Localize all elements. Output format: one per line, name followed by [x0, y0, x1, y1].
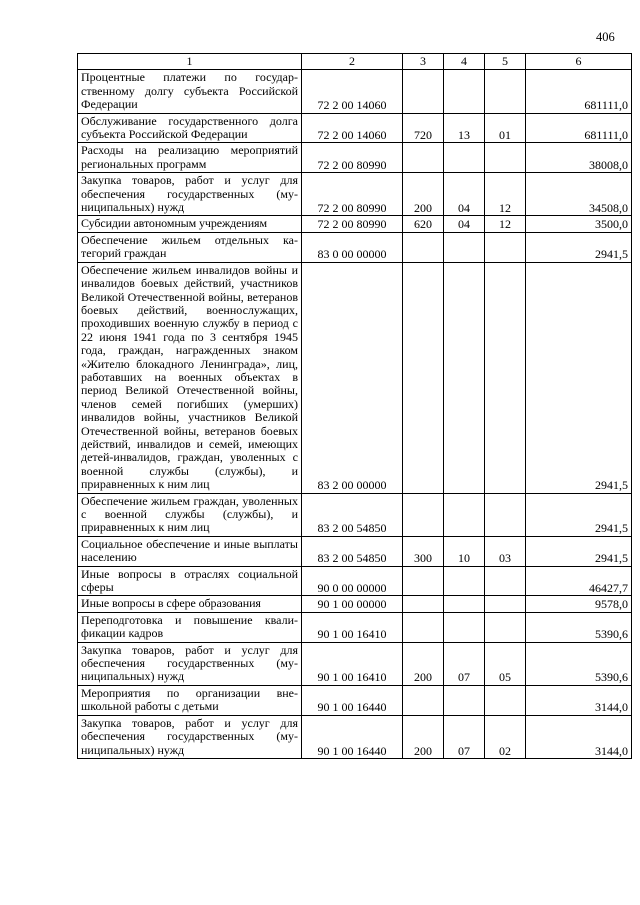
row-amount: 681111,0 [526, 70, 632, 113]
row-code: 72 2 00 80990 [302, 173, 403, 216]
row-name: Закупка товаров, работ и услуг для обеспечения государственных (муниципальных) нужд [78, 642, 302, 685]
row-amount: 681111,0 [526, 113, 632, 143]
header-col-4: 4 [444, 54, 485, 70]
row-code: 90 1 00 16410 [302, 612, 403, 642]
row-amount: 2941,5 [526, 232, 632, 262]
table-row [78, 113, 632, 143]
row-vr: 300 [403, 536, 444, 566]
row-rz [444, 143, 485, 173]
table-row [78, 262, 632, 493]
row-vr [403, 232, 444, 262]
row-name: Обслуживание государственного долга субъекта Российской Федерации [78, 113, 302, 143]
row-rz [444, 596, 485, 612]
row-rz [444, 566, 485, 596]
row-vr [403, 596, 444, 612]
header-col-5: 5 [485, 54, 526, 70]
row-name: Обеспечение жильем граждан, уволенных с военной службы (службы), и приравненных к ним лиц [78, 493, 302, 536]
table-row [78, 70, 632, 113]
row-amount: 2941,5 [526, 536, 632, 566]
row-pr [485, 143, 526, 173]
row-rz: 04 [444, 216, 485, 232]
row-amount: 3144,0 [526, 685, 632, 715]
row-amount: 5390,6 [526, 642, 632, 685]
row-vr [403, 566, 444, 596]
row-amount: 2941,5 [526, 262, 632, 493]
row-code: 83 2 00 00000 [302, 262, 403, 493]
row-rz [444, 493, 485, 536]
row-rz [444, 262, 485, 493]
row-name: Иные вопросы в отраслях социальной сферы [78, 566, 302, 596]
row-vr [403, 70, 444, 113]
row-pr: 01 [485, 113, 526, 143]
row-code: 90 1 00 00000 [302, 596, 403, 612]
row-pr [485, 596, 526, 612]
table-row [78, 143, 632, 173]
row-name: Закупка товаров, работ и услуг для обеспечения государственных (муниципальных) нужд [78, 715, 302, 758]
row-vr [403, 685, 444, 715]
row-pr [485, 566, 526, 596]
row-amount: 3500,0 [526, 216, 632, 232]
row-amount: 34508,0 [526, 173, 632, 216]
row-rz: 07 [444, 642, 485, 685]
row-name: Иные вопросы в сфере образования [78, 596, 302, 612]
row-vr [403, 143, 444, 173]
row-pr [485, 70, 526, 113]
row-rz: 13 [444, 113, 485, 143]
row-name: Обеспечение жильем отдельных категорий граждан [78, 232, 302, 262]
row-vr [403, 262, 444, 493]
row-name: Субсидии автономным учреждениям [78, 216, 302, 232]
row-code: 90 1 00 16440 [302, 685, 403, 715]
table-row [78, 715, 632, 758]
table-row [78, 536, 632, 566]
row-code: 72 2 00 14060 [302, 113, 403, 143]
row-code: 90 0 00 00000 [302, 566, 403, 596]
row-pr [485, 262, 526, 493]
page-number: 406 [596, 30, 615, 44]
row-code: 83 2 00 54850 [302, 493, 403, 536]
row-name: Закупка товаров, работ и услуг для обеспечения государственных (муниципальных) нужд [78, 173, 302, 216]
table-row [78, 173, 632, 216]
row-pr: 12 [485, 216, 526, 232]
table-row [78, 216, 632, 232]
row-code: 83 2 00 54850 [302, 536, 403, 566]
table-row [78, 685, 632, 715]
row-amount: 2941,5 [526, 493, 632, 536]
header-col-3: 3 [403, 54, 444, 70]
row-pr [485, 612, 526, 642]
row-rz: 10 [444, 536, 485, 566]
row-code: 72 2 00 80990 [302, 143, 403, 173]
row-name: Социальное обеспечение и иные выплаты населению [78, 536, 302, 566]
row-name: Мероприятия по организации внешкольной работы с детьми [78, 685, 302, 715]
row-vr: 200 [403, 173, 444, 216]
table-row [78, 612, 632, 642]
row-rz: 07 [444, 715, 485, 758]
row-pr [485, 493, 526, 536]
row-pr: 02 [485, 715, 526, 758]
row-amount: 46427,7 [526, 566, 632, 596]
row-vr: 720 [403, 113, 444, 143]
row-code: 72 2 00 80990 [302, 216, 403, 232]
table-row [78, 566, 632, 596]
row-vr [403, 612, 444, 642]
table-row [78, 232, 632, 262]
row-code: 90 1 00 16410 [302, 642, 403, 685]
row-amount: 3144,0 [526, 715, 632, 758]
row-rz [444, 685, 485, 715]
header-col-2: 2 [302, 54, 403, 70]
row-code: 90 1 00 16440 [302, 715, 403, 758]
row-rz: 04 [444, 173, 485, 216]
row-rz [444, 232, 485, 262]
row-rz [444, 70, 485, 113]
table-row [78, 493, 632, 536]
row-amount: 9578,0 [526, 596, 632, 612]
row-amount: 5390,6 [526, 612, 632, 642]
row-vr: 200 [403, 642, 444, 685]
row-name: Расходы на реализацию мероприятий региональных программ [78, 143, 302, 173]
row-pr: 05 [485, 642, 526, 685]
row-amount: 38008,0 [526, 143, 632, 173]
row-name: Обеспечение жильем инвалидов войны и инвалидов боевых действий, участников Великой Отечественной войны, ветеранов боевых действий, военнослужащих, проходивших военную службу в период с 22 июня 1941 года по 3 сентября 1945 года, граждан, награжденных знаком «Жителю блокадного Ленинграда», лиц, работавших на военных объектах в период Великой Отечественной войны, членов семей погибших (умерших) инвалидов войны, участников Великой Отечественной войны, ветеранов боевых действий, инвалидов и семей, имеющих детей-инвалидов, граждан, уволенных с военной службы (службы), и приравненных к ним лиц [78, 262, 302, 493]
row-pr [485, 685, 526, 715]
row-pr [485, 232, 526, 262]
row-pr: 03 [485, 536, 526, 566]
row-code: 72 2 00 14060 [302, 70, 403, 113]
row-vr [403, 493, 444, 536]
row-name: Переподготовка и повышение квалификации кадров [78, 612, 302, 642]
header-col-6: 6 [526, 54, 632, 70]
header-row [78, 54, 632, 70]
header-col-1: 1 [78, 54, 302, 70]
row-pr: 12 [485, 173, 526, 216]
table-row [78, 596, 632, 612]
row-rz [444, 612, 485, 642]
row-vr: 620 [403, 216, 444, 232]
table-row [78, 642, 632, 685]
budget-table [77, 53, 632, 759]
row-vr: 200 [403, 715, 444, 758]
row-code: 83 0 00 00000 [302, 232, 403, 262]
row-name: Процентные платежи по государственному долгу субъекта Российской Федерации [78, 70, 302, 113]
